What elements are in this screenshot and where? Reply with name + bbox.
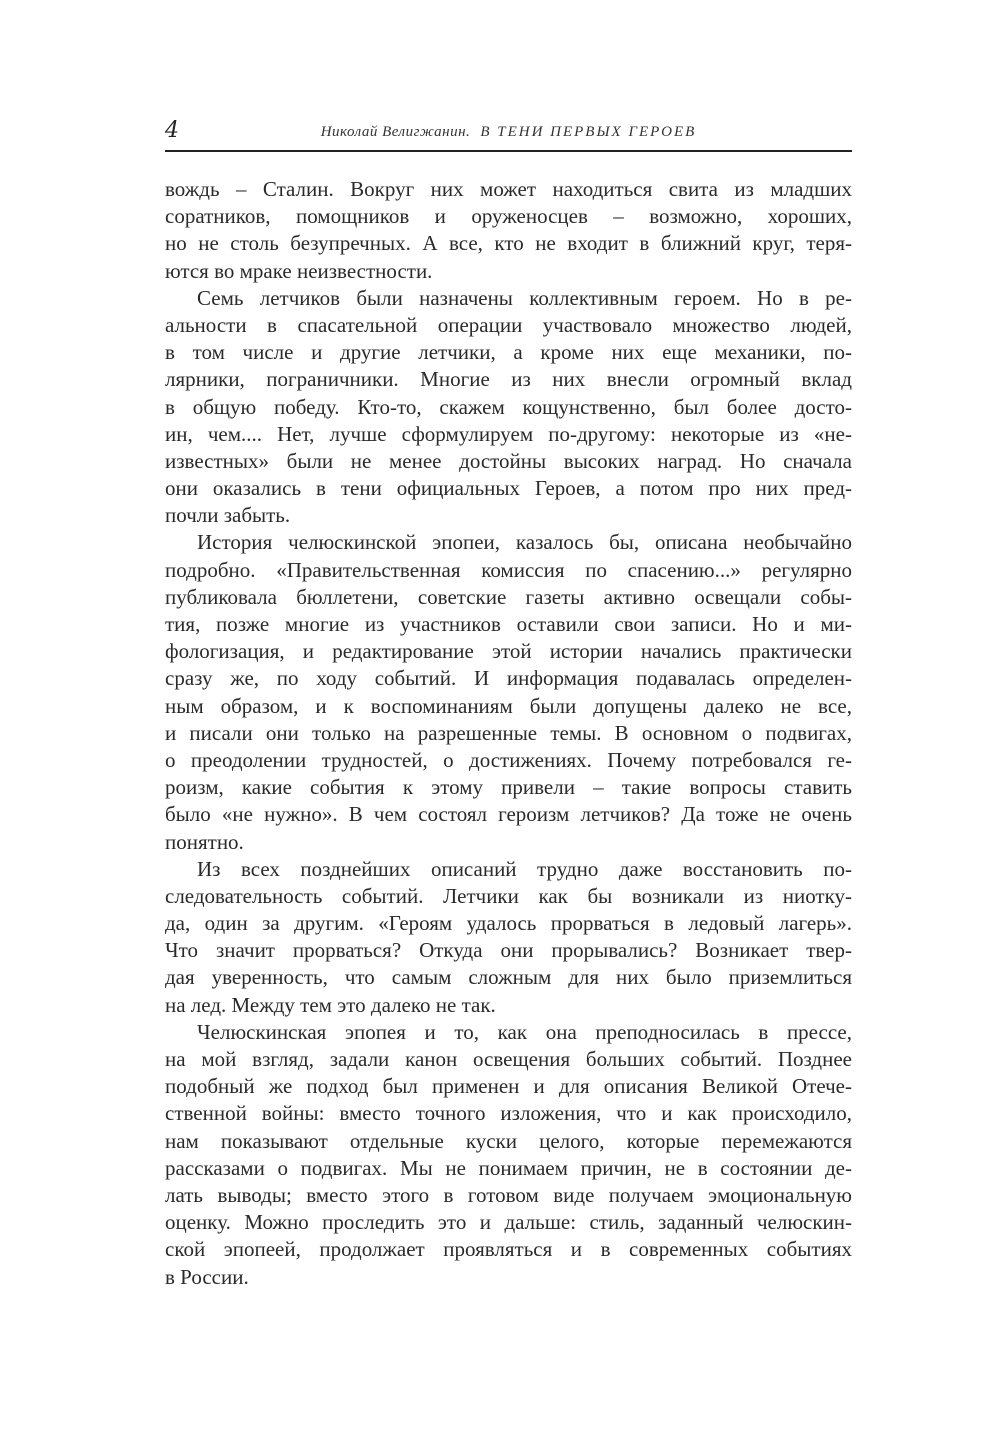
text-line: но не столь безупречных. А все, кто не входит в ближний круг, теря- (165, 231, 852, 256)
text-line: фологизация, и редактирование этой истории начались практически (165, 639, 852, 664)
author-name: Николай Велигжанин. (320, 124, 471, 140)
page-number: 4 (165, 118, 179, 143)
text-line: и писали они только на разрешенные темы. В основном о подвигах, (165, 720, 852, 745)
text-line: в том числе и другие летчики, а кроме них еще механики, по- (165, 340, 852, 365)
text-line: вождь – Сталин. Вокруг них может находиться свита из младших (165, 177, 852, 201)
text-line: ственной войны: вместо точного изложения, что и как происходило, (165, 1101, 852, 1126)
text-line: публиковала бюллетени, советские газеты активно освещали собы- (165, 584, 852, 609)
text-line: да, один за другим. «Героям удалось прорваться в ледовый лагерь». (165, 911, 852, 936)
paragraph (165, 529, 852, 855)
text-line: соратников, помощников и оруженосцев – возможно, хороших, (165, 204, 852, 229)
text-line: роизм, какие события к этому привели – такие вопросы ставить (165, 775, 852, 800)
text-line: в России. (165, 1264, 249, 1289)
paragraph (165, 856, 852, 1019)
text-line: следовательность событий. Летчики как бы возникали из ниотку- (165, 883, 852, 908)
text-line: Из всех позднейших описаний трудно даже восстановить по- (197, 856, 852, 881)
paragraph (165, 285, 852, 530)
text-line: почли забыть. (165, 503, 291, 528)
text-line: сразу же, по ходу событий. И информация подавалась определен- (165, 666, 852, 691)
text-line: в общую победу. Кто-то, скажем кощунственно, был более досто- (165, 394, 852, 419)
text-line: понятно. (165, 829, 244, 854)
body-text (165, 176, 852, 1291)
text-line: ской эпопеей, продолжает проявляться и в современных событиях (165, 1237, 852, 1262)
text-line: они оказались в тени официальных Героев, а потом про них пред- (165, 476, 852, 501)
text-line: Челюскинская эпопея и то, как она преподносилась в прессе, (197, 1019, 852, 1044)
text-line: лать выводы; вместо этого в готовом виде получаем эмоциональную (165, 1182, 852, 1207)
text-line: ным образом, и к воспоминаниям были допущены далеко не все, (165, 693, 852, 718)
text-line: Что значит прорваться? Откуда они прорывались? Возникает твер- (165, 938, 852, 963)
text-line: ин, чем.... Нет, лучше сформулируем по-другому: некоторые из «не- (165, 421, 852, 446)
text-line: альности в спасательной операции участвовало множество людей, (165, 312, 852, 337)
running-header (165, 118, 852, 148)
text-line: рассказами о подвигах. Мы не понимаем причин, не в состоянии де- (165, 1155, 852, 1180)
text-line: известных» были не менее достойны высоких наград. Но сначала (165, 448, 852, 473)
text-line: на мой взгляд, задали канон освещения больших событий. Позднее (165, 1047, 852, 1071)
text-line: дая уверенность, что самым сложным для них было приземлиться (165, 965, 852, 990)
text-line: Семь летчиков были назначены коллективным героем. Но в ре- (197, 285, 852, 310)
text-line: оценку. Можно проследить это и дальше: стиль, заданный челюскин- (165, 1210, 852, 1235)
text-line: о преодолении трудностей, о достижениях. Почему потребовался ге- (165, 747, 852, 772)
text-line: подобный же подход был применен и для описания Великой Отече- (165, 1074, 852, 1099)
text-line: ются во мраке неизвестности. (165, 258, 433, 283)
text-line: подробно. «Правительственная комиссия по спасению...» регулярно (165, 557, 852, 582)
running-head (165, 124, 852, 141)
book-title: В ТЕНИ ПЕРВЫХ ГЕРОЕВ (480, 124, 697, 140)
paragraph (165, 176, 852, 285)
text-line: лярники, пограничники. Многие из них внесли огромный вклад (165, 367, 852, 392)
header-rule (165, 150, 852, 152)
text-line: нам показывают отдельные куски целого, которые перемежаются (165, 1128, 852, 1153)
text-line: на лед. Между тем это далеко не так. (165, 992, 496, 1017)
text-line: было «не нужно». В чем состоял героизм летчиков? Да тоже не очень (165, 802, 852, 827)
text-line: тия, позже многие из участников оставили свои записи. Но и ми- (165, 612, 852, 636)
text-line: История челюскинской эпопеи, казалось бы, описана необычайно (197, 530, 852, 555)
paragraph (165, 1019, 852, 1291)
